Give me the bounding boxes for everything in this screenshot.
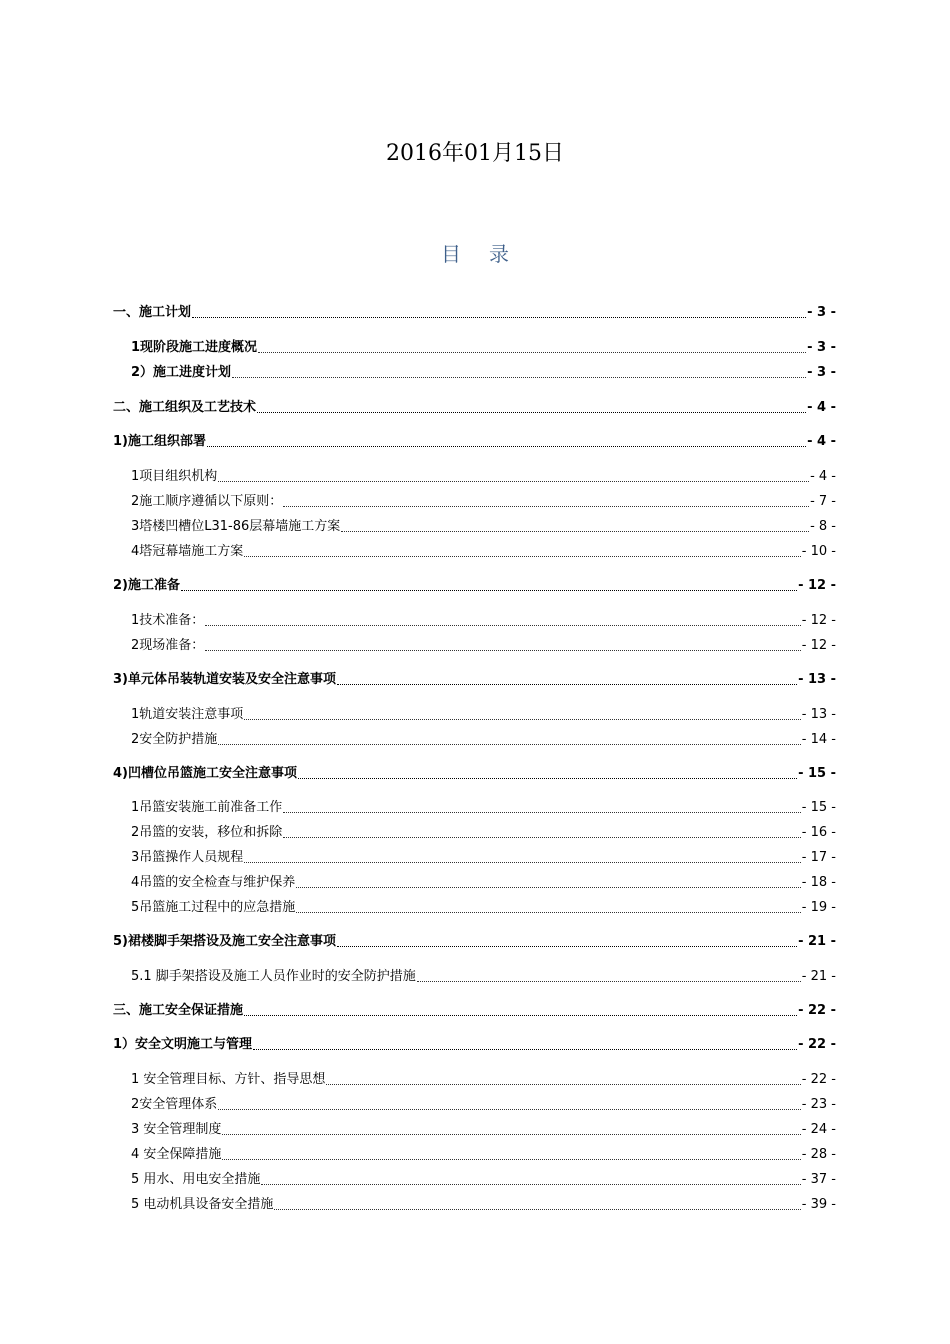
toc-page-number: - 3 - — [807, 305, 836, 320]
toc-dot-leader — [253, 1049, 797, 1050]
toc-entry[interactable] — [131, 847, 836, 867]
toc-page-number: - 22 - — [798, 1003, 836, 1018]
toc-entry-label: 3 安全管理制度 — [131, 1122, 222, 1137]
toc-page-number: - 22 - — [801, 1072, 836, 1087]
toc-entry[interactable] — [113, 669, 836, 689]
toc-page-number: - 21 - — [798, 934, 836, 949]
toc-dot-leader — [207, 446, 806, 447]
toc-dot-leader — [261, 1184, 800, 1185]
toc-entry-label: 3塔楼凹槽位L31-86层幕墙施工方案 — [131, 519, 341, 534]
toc-page-number: - 3 - — [807, 365, 836, 380]
toc-page-number: - 8 - — [810, 519, 836, 534]
toc-entry[interactable] — [131, 610, 836, 630]
toc-entry[interactable] — [113, 302, 836, 322]
toc-dot-leader — [244, 719, 801, 720]
toc-page-number: - 16 - — [801, 825, 836, 840]
toc-entry-label: 1吊篮安装施工前准备工作 — [131, 800, 283, 815]
toc-entry-label: 3吊篮操作人员规程 — [131, 850, 244, 865]
toc-entry-label: 1)施工组织部署 — [113, 434, 206, 449]
toc-page-number: - 4 - — [807, 400, 836, 415]
document-date: 2016年01月15日 — [386, 141, 564, 166]
toc-dot-leader — [337, 684, 797, 685]
toc-entry[interactable] — [131, 966, 836, 986]
toc-entry-label: 4吊篮的安全检查与维护保养 — [131, 875, 296, 890]
toc-page-number: - 39 - — [801, 1197, 836, 1212]
toc-entry-label: 一、施工计划 — [113, 305, 192, 320]
toc-entry-label: 三、施工安全保证措施 — [113, 1003, 244, 1018]
toc-entry[interactable] — [113, 1000, 836, 1020]
toc-dot-leader — [218, 1109, 801, 1110]
toc-entry[interactable] — [131, 362, 836, 382]
toc-entry-label: 1现阶段施工进度概况 — [131, 340, 258, 355]
toc-entry[interactable] — [131, 1144, 836, 1164]
toc-entry-label: 二、施工组织及工艺技术 — [113, 400, 257, 415]
toc-dot-leader — [283, 812, 801, 813]
toc-page-number: - 19 - — [801, 900, 836, 915]
toc-entry[interactable] — [131, 822, 836, 842]
toc-page-number: - 15 - — [801, 800, 836, 815]
toc-entry[interactable] — [131, 541, 836, 561]
toc-dot-leader — [337, 946, 797, 947]
toc-dot-leader — [296, 912, 801, 913]
toc-entry[interactable] — [131, 1119, 836, 1139]
toc-dot-leader — [205, 625, 801, 626]
toc-dot-leader — [326, 1084, 800, 1085]
toc-entry-label: 3)单元体吊装轨道安装及安全注意事项 — [113, 672, 336, 687]
toc-entry[interactable] — [113, 431, 836, 451]
toc-entry-label: 1 安全管理目标、方针、指导思想 — [131, 1072, 326, 1087]
toc-dot-leader — [218, 744, 801, 745]
toc-page-number: - 18 - — [801, 875, 836, 890]
toc-page-number: - 17 - — [801, 850, 836, 865]
toc-page-number: - 13 - — [798, 672, 836, 687]
toc-entry-label: 2安全防护措施 — [131, 732, 218, 747]
toc-entry-label: 2现场准备： — [131, 638, 205, 653]
toc-entry[interactable] — [113, 1034, 836, 1054]
toc-entry[interactable] — [131, 491, 836, 511]
toc-page-number: - 21 - — [801, 969, 836, 984]
toc-page-number: - 22 - — [798, 1037, 836, 1052]
toc-dot-leader — [283, 837, 801, 838]
toc-page-number: - 14 - — [801, 732, 836, 747]
toc-dot-leader — [298, 778, 797, 779]
toc-dot-leader — [205, 650, 801, 651]
toc-entry[interactable] — [131, 337, 836, 357]
toc-page-number: - 13 - — [801, 707, 836, 722]
toc-dot-leader — [274, 1209, 800, 1210]
toc-dot-leader — [244, 1015, 797, 1016]
toc-page-number: - 12 - — [801, 638, 836, 653]
toc-page-number: - 7 - — [810, 494, 836, 509]
toc-entry-label: 5 用水、用电安全措施 — [131, 1172, 261, 1187]
toc-entry[interactable] — [131, 797, 836, 817]
toc-entry[interactable] — [131, 729, 836, 749]
toc-entry-label: 4塔冠幕墙施工方案 — [131, 544, 244, 559]
toc-entry-label: 4 安全保障措施 — [131, 1147, 222, 1162]
toc-entry[interactable] — [131, 1069, 836, 1089]
toc-entry-label: 2吊篮的安装，移位和拆除 — [131, 825, 283, 840]
toc-title: 目录 — [441, 242, 537, 266]
toc-entry[interactable] — [113, 397, 836, 417]
toc-entry[interactable] — [131, 704, 836, 724]
toc-page-number: - 15 - — [798, 766, 836, 781]
toc-entry[interactable] — [113, 575, 836, 595]
toc-dot-leader — [181, 590, 797, 591]
toc-entry-label: 4)凹槽位吊篮施工安全注意事项 — [113, 766, 297, 781]
toc-entry[interactable] — [131, 897, 836, 917]
toc-entry-label: 5 电动机具设备安全措施 — [131, 1197, 274, 1212]
toc-entry-label: 1）安全文明施工与管理 — [113, 1037, 253, 1052]
toc-dot-leader — [244, 556, 801, 557]
toc-entry-label: 1技术准备： — [131, 613, 205, 628]
toc-entry[interactable] — [131, 1169, 836, 1189]
toc-entry[interactable] — [113, 931, 836, 951]
toc-dot-leader — [296, 887, 801, 888]
toc-dot-leader — [222, 1134, 800, 1135]
toc-dot-leader — [258, 352, 806, 353]
toc-page-number: - 28 - — [801, 1147, 836, 1162]
toc-entry[interactable] — [131, 1194, 836, 1214]
toc-entry-label: 2)施工准备 — [113, 578, 180, 593]
toc-page-number: - 10 - — [801, 544, 836, 559]
toc-page-number: - 24 - — [801, 1122, 836, 1137]
toc-dot-leader — [417, 981, 801, 982]
toc-entry[interactable] — [131, 516, 836, 536]
toc-entry-label: 5)裙楼脚手架搭设及施工安全注意事项 — [113, 934, 336, 949]
toc-entry[interactable] — [113, 763, 836, 783]
toc-dot-leader — [244, 862, 801, 863]
toc-page-number: - 3 - — [807, 340, 836, 355]
toc-entry[interactable] — [131, 466, 836, 486]
toc-dot-leader — [232, 377, 806, 378]
toc-entry-label: 2）施工进度计划 — [131, 365, 232, 380]
toc-entry[interactable] — [131, 1094, 836, 1114]
toc-dot-leader — [341, 531, 809, 532]
toc-page-number: - 23 - — [801, 1097, 836, 1112]
toc-entry-label: 1项目组织机构 — [131, 469, 218, 484]
toc-entry[interactable] — [131, 872, 836, 892]
toc-page-number: - 4 - — [807, 434, 836, 449]
toc-page-number: - 12 - — [801, 613, 836, 628]
toc-page-number: - 37 - — [801, 1172, 836, 1187]
toc-entry-label: 2安全管理体系 — [131, 1097, 218, 1112]
toc-dot-leader — [218, 481, 809, 482]
toc-dot-leader — [222, 1159, 800, 1160]
toc-dot-leader — [257, 412, 806, 413]
toc-entry[interactable] — [131, 635, 836, 655]
toc-entry-label: 2施工顺序遵循以下原则： — [131, 494, 283, 509]
toc-dot-leader — [283, 506, 809, 507]
toc-dot-leader — [192, 317, 806, 318]
toc-page-number: - 12 - — [798, 578, 836, 593]
toc-entry-label: 5吊篮施工过程中的应急措施 — [131, 900, 296, 915]
toc-entry-label: 1轨道安装注意事项 — [131, 707, 244, 722]
toc-page-number: - 4 - — [810, 469, 836, 484]
toc-entry-label: 5.1 脚手架搭设及施工人员作业时的安全防护措施 — [131, 969, 416, 984]
